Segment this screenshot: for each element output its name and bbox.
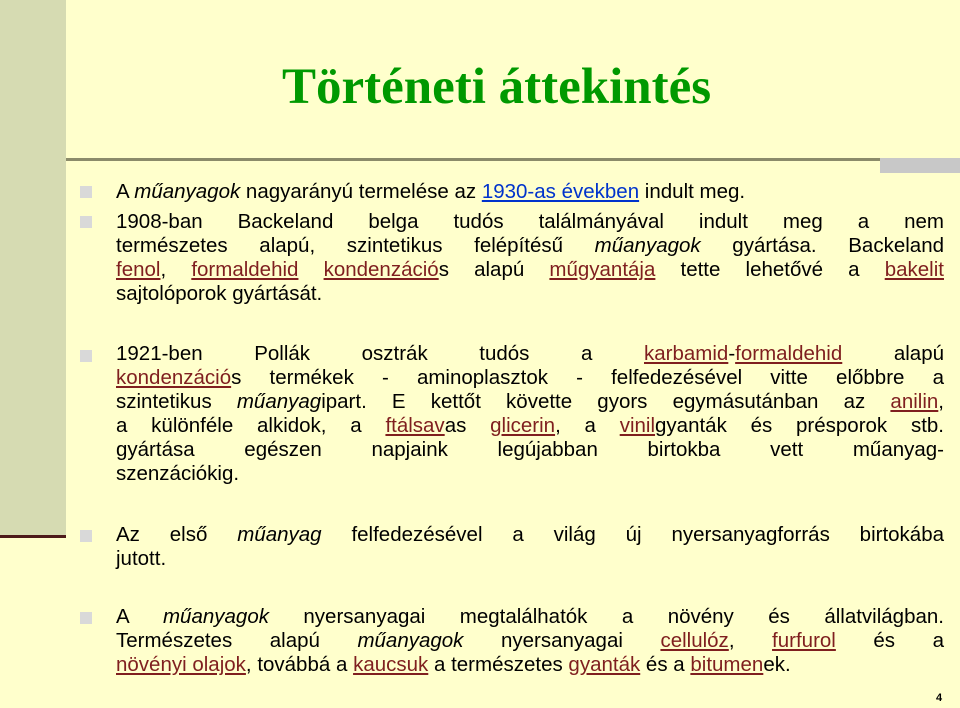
italic-term: műanyagok: [357, 629, 464, 652]
left-decor-band: [0, 0, 66, 537]
link-cellulоz[interactable]: cellulóz: [660, 629, 729, 652]
text-run: tette lehetővé a: [655, 258, 885, 281]
text-run: Természetes alapú: [116, 629, 358, 652]
text-run: szintetikus: [116, 390, 237, 413]
text-run: A: [116, 180, 135, 203]
link-gyantak[interactable]: gyanták: [568, 653, 641, 676]
bullet-1-text: [116, 180, 944, 204]
text-run: s termékek - aminoplasztok - felfedezésével vitte előbbre a: [231, 366, 944, 389]
link-kaucsuk[interactable]: kaucsuk: [353, 653, 429, 676]
link-ftalsav[interactable]: ftálsav: [385, 414, 445, 437]
bullet-square-icon: [80, 216, 92, 228]
link-anilin[interactable]: anilin: [890, 390, 939, 413]
text-line: szenzációkig.: [116, 462, 240, 485]
link-furfurol[interactable]: furfurol: [772, 629, 836, 652]
text-run: gyanták és présporok stb.: [655, 414, 944, 437]
text-run: felfedezésével a világ új nyersanyagforrás birtokába: [321, 523, 945, 546]
link-glicerin[interactable]: glicerin: [490, 414, 556, 437]
link-formaldehid[interactable]: formaldehid: [735, 342, 843, 365]
bullet-5-text: [116, 605, 944, 677]
link-novenyi-olajok[interactable]: növényi olajok: [116, 653, 246, 676]
text-run: ,: [938, 390, 944, 413]
text-run: as: [444, 414, 491, 437]
link-fenol[interactable]: fenol: [116, 258, 161, 281]
link-kondenzacio[interactable]: kondenzáció: [116, 366, 232, 389]
italic-term: műanyag: [236, 390, 322, 413]
text-run: nyersanyagai: [463, 629, 661, 652]
bullet-square-icon: [80, 350, 92, 362]
text-line: gyártása egészen napjaink legújabban birtokba vett műanyag-: [116, 438, 944, 461]
link-kondenzacio[interactable]: kondenzáció: [323, 258, 439, 281]
text-run: indult meg.: [639, 180, 746, 203]
italic-term: műanyag: [237, 523, 322, 546]
slide-title: Történeti áttekintés: [282, 59, 712, 115]
text-run: a természetes: [428, 653, 569, 676]
text-run: természetes alapú, szintetikus felépítésű: [116, 234, 595, 257]
text-run: ,: [160, 258, 192, 281]
bullet-square-icon: [80, 186, 92, 198]
link-vinil[interactable]: vinil: [619, 414, 656, 437]
link-formaldehid[interactable]: formaldehid: [191, 258, 299, 281]
text-line: jutott.: [116, 547, 167, 570]
text-run: 1921-ben Pollák osztrák tudós a: [116, 342, 644, 365]
link-bakelit[interactable]: bakelit: [884, 258, 944, 281]
text-run: ipart. E kettőt követte gyors egymásutánban az: [321, 390, 891, 413]
text-line: sajtolóporok gyártását.: [116, 282, 323, 305]
text-line: 1908-ban Backeland belga tudós találmányával indult meg a nem: [116, 210, 944, 233]
text-run: alapú: [842, 342, 945, 365]
text-run: ek.: [763, 653, 791, 676]
text-run: gyártása. Backeland: [700, 234, 944, 257]
text-run: a különféle alkidok, a: [116, 414, 386, 437]
bullet-square-icon: [80, 612, 92, 624]
bullet-2-text: [116, 210, 944, 306]
left-divider: [0, 535, 66, 538]
page-number: 4: [936, 692, 943, 704]
bullet-square-icon: [80, 530, 92, 542]
link-karbamid[interactable]: karbamid: [644, 342, 729, 365]
text-run: nyersanyagai megtalálhatók a növény és állatvilágban.: [268, 605, 944, 628]
title-divider-tail: [880, 158, 960, 173]
text-run: [298, 258, 323, 281]
bullet-3-text: [116, 342, 944, 486]
text-run: s alapú: [438, 258, 550, 281]
text-run: ,: [728, 629, 773, 652]
italic-term: műanyagok: [162, 605, 269, 628]
link-bitumen[interactable]: bitumen: [690, 653, 764, 676]
text-run: , továbbá a: [245, 653, 354, 676]
link-mugyanta[interactable]: műgyantája: [549, 258, 656, 281]
link-1930s[interactable]: 1930-as években: [481, 180, 640, 203]
text-run: és a: [640, 653, 691, 676]
text-run: -: [728, 342, 736, 365]
italic-term: műanyagok: [594, 234, 701, 257]
text-run: , a: [555, 414, 620, 437]
text-run: A: [116, 605, 163, 628]
text-run: és a: [835, 629, 944, 652]
italic-term: műanyagok: [134, 180, 241, 203]
bullet-4-text: [116, 523, 944, 571]
title-divider: [66, 158, 880, 161]
text-run: Az első: [116, 523, 238, 546]
text-run: nagyarányú termelése az: [240, 180, 482, 203]
